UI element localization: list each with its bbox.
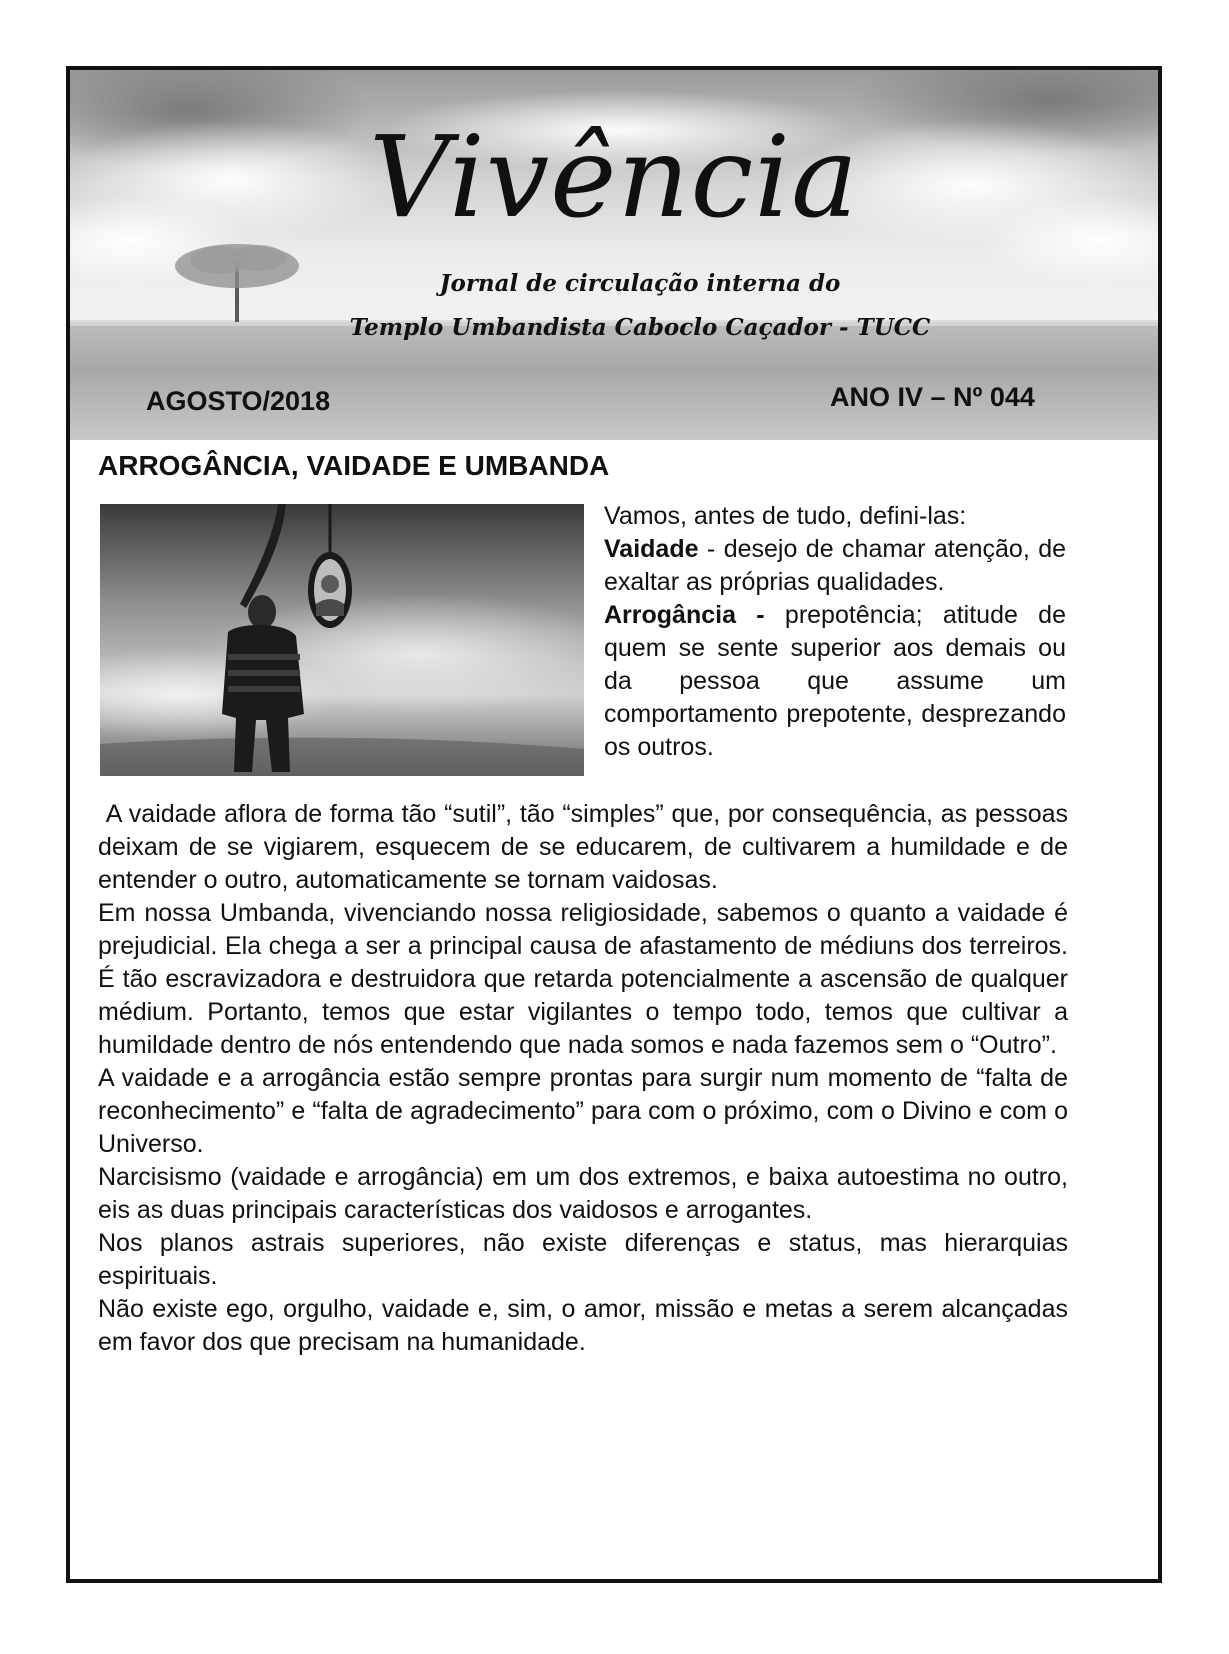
article-illustration xyxy=(100,504,584,776)
paragraph: Narcisismo (vaidade e arrogância) em um dos extremos, e baixa autoestima no outro, eis as duas principais características dos vaidosos e arrogantes. xyxy=(98,1163,1068,1224)
edition-date: AGOSTO/2018 xyxy=(146,386,331,416)
definition-text: desejo de chamar atenção, de exaltar as próprias qualidades. xyxy=(604,535,1067,596)
definition-arrogancia xyxy=(604,599,1066,764)
definition-term: Arrogância - xyxy=(604,601,765,629)
paragraph: A vaidade e a arrogância estão sempre prontas para surgir num momento de “falta de reconhecimento” e “falta de agradecimento” para com o próximo, com o Divino e com o Universo. xyxy=(98,1064,1068,1158)
masthead xyxy=(70,70,1158,440)
definition-text: prepotência; atitude de quem se sente superior aos demais ou da pessoa que assume um comportamento prepotente, desprezando os outros. xyxy=(604,601,1066,761)
article-body xyxy=(98,798,1075,1359)
definitions-block xyxy=(604,500,1066,764)
definition-vaidade: Vaidade - desejo de chamar atenção, de exaltar as próprias qualidades. xyxy=(604,535,1067,596)
paragraph: Em nossa Umbanda, vivenciando nossa religiosidade, sabemos o quanto a vaidade é prejudicial. Ela chega a ser a principal causa de afastamento de médiuns dos terreiros. É tão escravizadora e destruidora que retarda potencialmente a ascensão de qualquer médium. Portanto, temos que estar vigilantes o tempo todo, temos que cultivar a humildade dentro de nós entendendo que nada somos e nada fazemos sem o “Outro”. xyxy=(98,899,1068,1059)
paragraph: Nos planos astrais superiores, não existe diferenças e status, mas hierarquias espirituais. xyxy=(98,1229,1068,1290)
page-frame xyxy=(66,66,1162,1583)
newspaper-title: Vivência xyxy=(369,113,859,243)
paragraph: A vaidade aflora de forma tão “sutil”, tão “simples” que, por consequência, as pessoas deixam de se vigiarem, esquecem de se educarem, de cultivarem a humildade e de entender o outro, automaticamente se tornam vaidosas. xyxy=(98,800,1075,894)
article-title: ARROGÂNCIA, VAIDADE E UMBANDA xyxy=(98,450,610,481)
edition-number: ANO IV – Nº 044 xyxy=(830,382,1035,412)
definition-term: Vaidade xyxy=(604,535,699,563)
subtitle-line-2: Templo Umbandista Caboclo Caçador - TUCC xyxy=(349,314,931,341)
paragraph: Não existe ego, orgulho, vaidade e, sim, o amor, missão e metas a serem alcançadas em favor dos que precisam na humanidade. xyxy=(98,1295,1068,1356)
subtitle-line-1: Jornal de circulação interna do xyxy=(439,270,841,297)
intro-line: Vamos, antes de tudo, defini-las: xyxy=(604,502,967,530)
